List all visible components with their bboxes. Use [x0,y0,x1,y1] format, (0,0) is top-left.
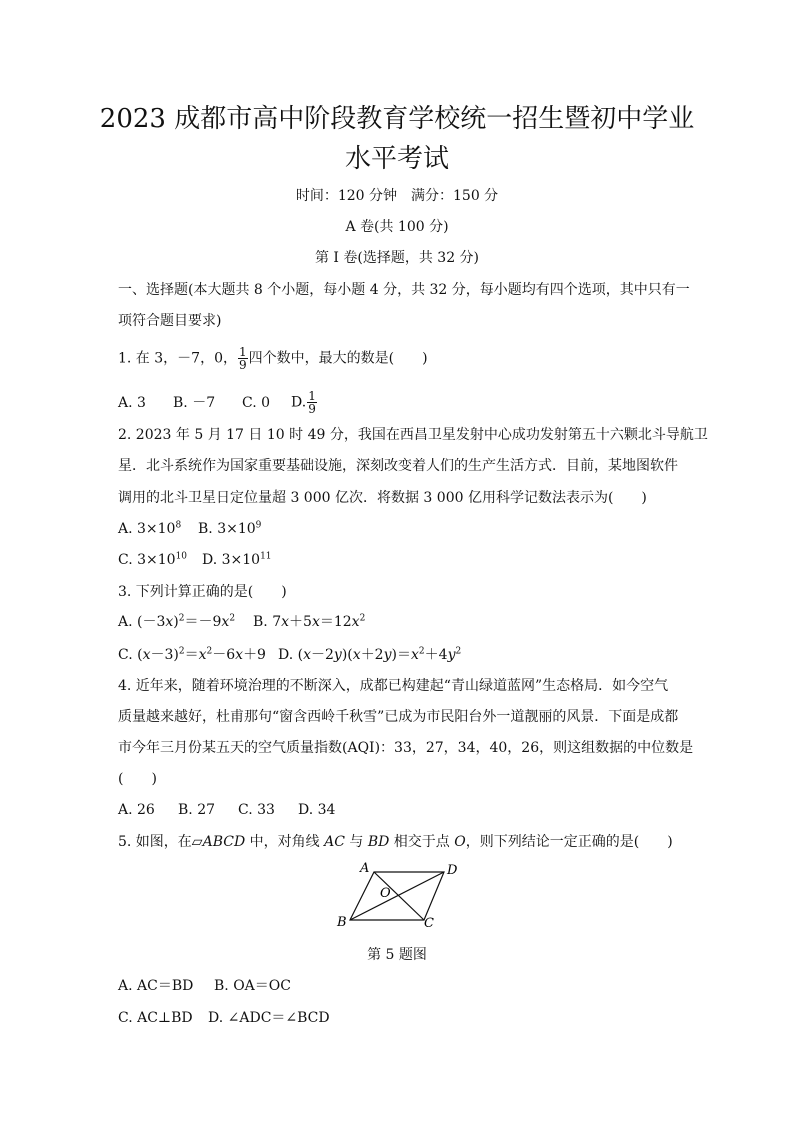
q2-option-c-base: C. 3×10 [118,552,176,568]
q5-option-a: A. AC＝BD [118,978,194,994]
question-4-line1: 4. 近年来，随着环境治理的不断深入，成都已构建起“青山绿道蓝网”生态格局．如今空气 [118,678,669,694]
vertex-label-b: B [337,915,347,930]
question-5-stem [118,832,673,852]
q4-option-c: C. 33 [238,802,275,818]
vertex-label-c: C [424,916,434,931]
q4-option-a: A. 26 [118,802,155,818]
diagonal-bd [350,872,444,920]
exam-title-line1: 2023 成都市高中阶段教育学校统一招生暨初中学业 [99,104,695,134]
q2-option-d [202,550,272,570]
question-3-options-row2 [118,645,461,665]
question-3-stem: 3. 下列计算正确的是( ) [118,584,287,600]
question-5-options-row1 [118,976,291,996]
q2-option-b-exponent: 9 [255,520,262,531]
question-1-stem [118,346,428,371]
q2-option-a-exponent: 8 [175,520,182,531]
q2-option-b-base: B. 3×10 [198,521,256,537]
intersection-label-o: O [380,886,391,901]
q5-stem-abcd: ABCD [202,834,246,850]
question-2-options-row1 [118,519,261,539]
fraction-one-ninth [238,346,248,371]
parallelogram-figure [330,860,470,935]
question-1-options [118,390,318,415]
q3-option-b: B. $7x+5x=12x^2$ [253,613,366,630]
volume-1-heading: 第 I 卷(选择题，共 32 分) [314,250,480,266]
question-4-line4: ( ) [118,771,157,787]
q2-option-d-base: D. 3×10 [202,552,261,568]
q2-option-b [198,519,261,539]
q1-prefix: 1. 在 3，－7，0， [118,350,237,367]
question-4-options [118,800,335,820]
frac-numerator: 1 [308,389,316,403]
question-3-options-row1 [118,612,365,632]
q5-stem-bd: BD [367,834,390,850]
section-heading-line2: 项符合题目要求) [118,313,222,329]
q4-option-d: D. 34 [298,802,336,818]
q3-option-c: C. $(x-3)^2=x^2-6x+9$ [118,646,266,663]
q1-option-d [291,390,318,415]
vertex-label-d: D [447,863,458,878]
q1-suffix: 四个数中，最大的数是( ) [248,350,428,367]
exam-title-line2: 水平考试 [344,144,449,174]
frac-denominator: 9 [238,358,247,372]
question-2-line1: 2. 2023 年 5 月 17 日 10 时 49 分，我国在西昌卫星发射中心成功发射第五十六颗北斗导航卫 [118,427,708,443]
q5-option-d: D. ∠ADC＝∠BCD [208,1010,330,1026]
figure-caption: 第 5 题图 [367,947,427,963]
q1-option-d-label: D. [291,394,307,411]
volume-a-heading: A 卷(共 100 分) [345,219,449,235]
section-heading-line1: 一、选择题(本大题共 8 个小题，每小题 4 分，共 32 分，每小题均有四个选项，其中只有一 [118,282,690,298]
q5-stem-o: O [454,834,466,850]
q5-stem-part: 5. 如图，在▱ [118,834,203,850]
q3-option-a: A. $(-3x)^2=-9x^2$ [118,613,236,630]
frac-numerator: 1 [238,345,247,359]
vertex-label-a: A [360,861,370,876]
q5-option-b: B. OA＝OC [214,978,291,994]
q2-option-c-exponent: 10 [175,551,188,562]
question-2-line2: 星．北斗系统作为国家重要基础设施，深刻改变着人们的生产生活方式．目前，某地图软件 [118,458,678,474]
q5-stem-part: 中，对角线 [245,834,325,850]
question-2-options-row2 [118,550,272,570]
question-4-line3: 市今年三月份某五天的空气质量指数(AQI)：33，27，34，40，26，则这组数据的中位数是 [118,740,694,756]
q1-option-a: A. 3 [118,394,146,411]
q5-stem-part: ，则下列结论一定正确的是( ) [465,834,673,850]
question-4-line2: 质量越来越好，杜甫那句“窗含西岭千秋雪”已成为市民阳台外一道靓丽的风景．下面是成都 [118,709,679,725]
q5-stem-part: 相交于点 [389,834,455,850]
q1-option-c: C. 0 [242,394,271,411]
q3-option-d: D. $(x-2y)(x+2y)=x^2+4y^2$ [278,646,462,663]
q1-option-b: B. －7 [173,394,216,411]
q2-option-c [118,550,202,570]
question-2-line3: 调用的北斗卫星日定位量超 3 000 亿次．将数据 3 000 亿用科学记数法表示为( ) [118,490,647,506]
q2-option-a [118,519,198,539]
q5-option-c: C. AC⊥BD [118,1010,193,1026]
fraction-one-ninth [307,390,317,415]
frac-denominator: 9 [308,402,316,416]
q5-stem-part: 与 [344,834,368,850]
q2-option-d-exponent: 11 [260,551,272,562]
exam-time-score: 时间：120 分钟 满分：150 分 [295,188,499,204]
q5-stem-ac: AC [324,834,345,850]
q4-option-b: B. 27 [178,802,216,818]
question-5-options-row2 [118,1008,330,1028]
q2-option-a-base: A. 3×10 [118,521,176,537]
